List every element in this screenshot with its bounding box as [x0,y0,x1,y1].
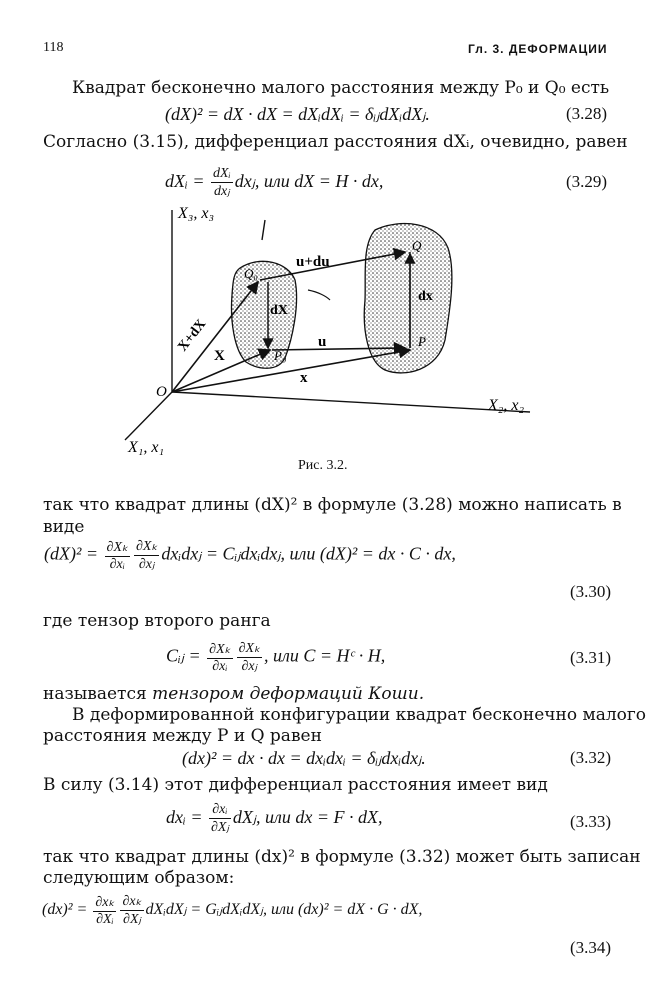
eq329-left: dXᵢ = [165,171,209,192]
text-line-2: Согласно (3.15), дифференциал расстояния dXᵢ, очевидно, равен [43,132,628,152]
eq334-fraction-1 [93,894,116,928]
eq330-f2-denominator: ∂xⱼ [138,557,155,572]
text-line-1: Квадрат бесконечно малого расстояния между P₀ и Q₀ есть [72,78,610,98]
equation-3-32: (dx)² = dx · dx = dxᵢdxᵢ = δᵢⱼdxᵢdxⱼ. [182,748,426,768]
figure-caption: Рис. 3.2. [298,458,348,473]
equation-number-3-31: (3.31) [570,648,612,667]
equation-number-3-28: (3.28) [566,104,608,123]
eq334-left: (dx)² = [42,901,92,919]
eq330-fraction-1 [105,539,130,573]
eq330-rest: dxᵢdxⱼ = Cᵢⱼdxᵢdxⱼ, или (dX)² = dx · C · dx, [161,543,456,564]
text-line-6 [43,684,424,704]
eq334-f1-numerator: ∂xₖ [95,894,115,910]
eq330-f2-numerator: ∂Xₖ [135,539,158,554]
equation-3-33 [166,802,383,836]
equation-number-3-32: (3.32) [570,748,612,767]
figure-3-2 [100,200,560,460]
eq334-f1-denominator: ∂Xᵢ [96,911,114,927]
running-title: Гл. 3. ДЕФОРМАЦИИ [468,42,608,56]
eq331-rest: , или C = Hᶜ · H, [264,645,386,666]
equation-3-30 [44,538,456,573]
eq331-fraction-2 [237,640,262,675]
equation-3-34 [42,893,422,928]
vector-dX-label: dX [270,303,288,318]
equation-number-3-29: (3.29) [566,172,608,191]
eq331-f1-numerator: ∂Xₖ [209,641,231,657]
text-line-5: где тензор второго ранга [43,611,271,631]
vector-x-label: x [300,370,308,386]
eq329-fraction [211,166,233,200]
origin-label: O [156,384,167,400]
text-line-10: так что квадрат длины (dx)² в формуле (3.32) может быть записан [43,847,641,867]
eq331-f2-denominator: ∂xⱼ [241,659,258,674]
eq331-f2-numerator: ∂Xₖ [238,641,261,656]
eq331-f1-denominator: ∂xᵢ [212,658,228,674]
equation-number-3-30: (3.30) [570,582,612,601]
text-line-6-italic: тензором деформаций Коши. [152,684,425,704]
vector-x [172,350,410,392]
tick-mark [262,220,265,240]
eq329-numerator: dXᵢ [213,166,231,181]
eq329-rest: dxⱼ, или dX = H · dx, [234,171,384,192]
eq333-denominator: ∂Xⱼ [210,820,229,835]
eq334-f2-denominator: ∂Xⱼ [123,912,141,927]
point-Q0-label: Q₀ [244,266,258,281]
equation-3-29 [165,166,383,200]
eq331-left: Cᵢⱼ = [166,645,206,666]
page-number: 118 [43,40,64,55]
text-line-4: виде [43,517,85,537]
point-P-label: P [418,334,426,349]
eq330-left: (dX)² = [44,543,103,564]
text-line-9: В силу (3.14) этот дифференциал расстояния имеет вид [43,775,548,795]
point-P0-label: P₀ [274,348,287,363]
vector-u-label: u [318,334,327,350]
vector-u-plus-du-label: u+du [296,254,330,270]
text-line-7: В деформированной конфигурации квадрат бесконечно малого [72,705,647,725]
vector-X-label: X [214,348,225,364]
eq333-rest: dXⱼ, или dx = F · dX, [232,807,383,828]
eq329-denominator: dxⱼ [214,184,230,199]
eq334-rest: dXᵢdXⱼ = GᵢⱼdXᵢdXⱼ, или (dx)² = dX · G · dX, [145,901,423,919]
axis-x2-label: X₂, x₂ [488,397,524,414]
equation-3-28: (dX)² = dX · dX = dXᵢdXᵢ = δᵢⱼdXᵢdXⱼ. [165,104,430,124]
eq334-fraction-2 [120,893,143,928]
eq333-left: dxᵢ = [166,807,207,828]
eq330-fraction-2 [134,538,159,573]
eq330-f1-denominator: ∂xᵢ [109,556,125,572]
eq333-numerator: ∂xᵢ [209,802,231,819]
text-line-8: расстояния между P и Q равен [43,726,322,746]
axis-x2-line [172,392,530,412]
vector-dx-label: dx [418,289,433,304]
axis-x3-label: X₃, x₃ [178,205,214,222]
eq331-fraction-1 [207,641,232,675]
text-line-6-plain: называется [43,684,153,704]
text-line-11: следующим образом: [43,868,235,888]
eq330-f1-numerator: ∂Xₖ [106,539,128,555]
equation-number-3-34: (3.34) [570,938,612,957]
vector-X-plus-dX-label: X+dX [175,316,210,355]
axis-x1-label: X₁, x₁ [128,439,164,456]
equation-3-31 [166,640,385,675]
point-Q-label: Q [412,238,422,253]
deformation-arc [308,290,330,300]
equation-number-3-33: (3.33) [570,812,612,831]
text-line-3: так что квадрат длины (dX)² в формуле (3.28) можно написать в [43,495,622,515]
eq334-f2-numerator: ∂xₖ [122,894,142,909]
eq333-fraction [209,802,231,836]
